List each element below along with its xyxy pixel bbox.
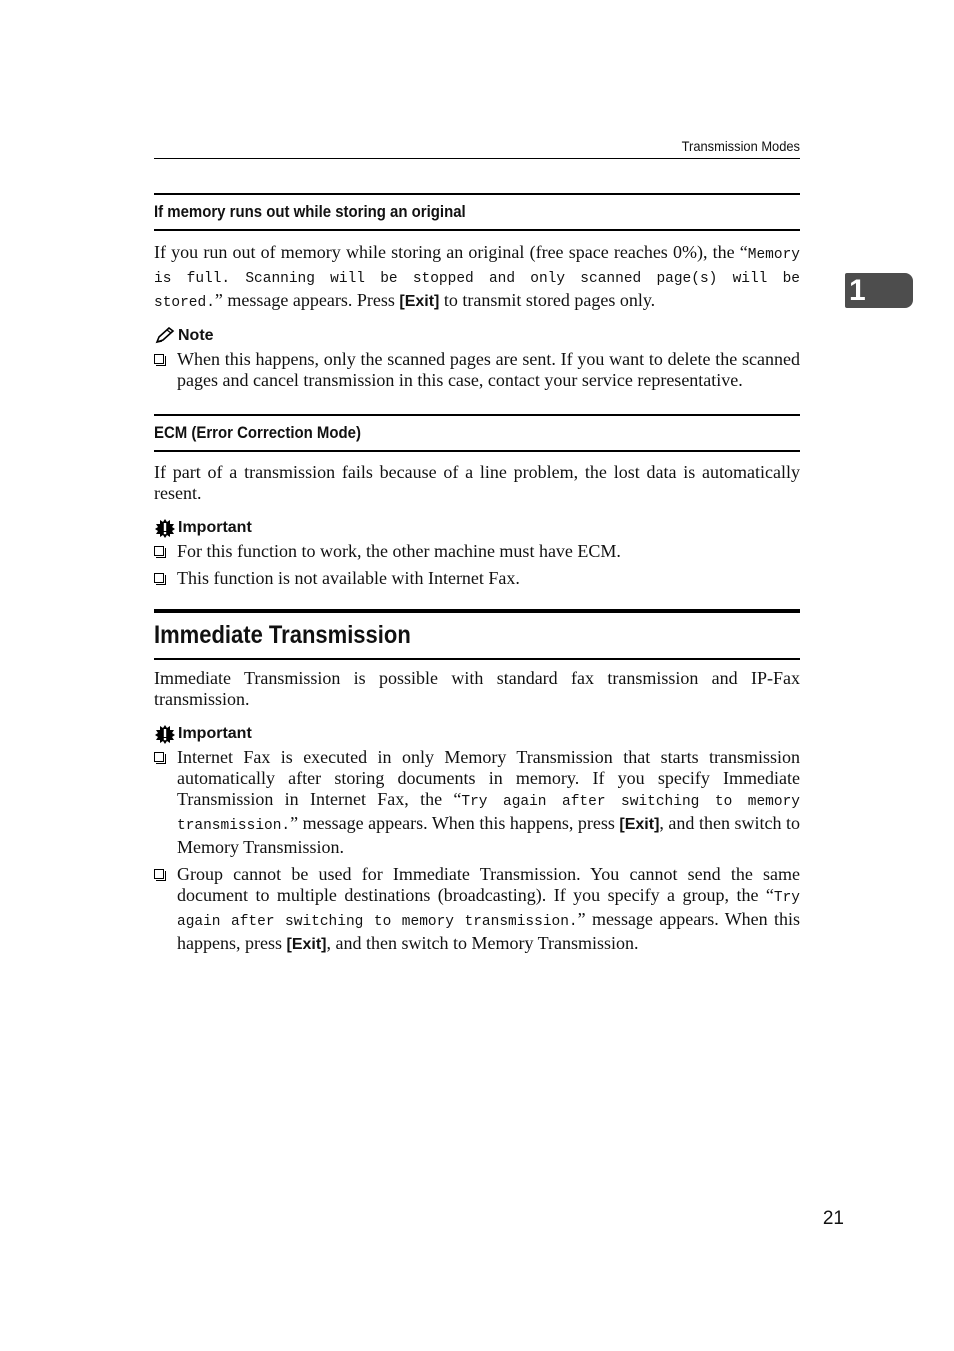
list-item: For this function to work, the other machine must have ECM. — [154, 541, 800, 562]
page-content — [154, 193, 800, 955]
list-item: Group cannot be used for Immediate Transmission. You cannot send the same document to multiple destinations (broadcasting). If you specify a group, the “Try again after switching to memory transmission.” message appears. When this happens, press [Exit], and then switch to Memory Transmission. — [154, 864, 800, 955]
list-item: When this happens, only the scanned pages are sent. If you want to delete the scanned pages and cancel transmission in this case, contact your service representative. — [154, 349, 800, 391]
list-item: Internet Fax is executed in only Memory Transmission that starts transmission automatically after storing documents in memory. If you specify Immediate Transmission in Internet Fax, the “Try again after switching to memory transmission.” message appears. When this happens, press [Exit], and then switch to Memory Transmission. — [154, 747, 800, 858]
important-icon — [154, 724, 176, 744]
ecm-heading-text: ECM (Error Correction Mode) — [154, 423, 361, 442]
checkbox-bullet-icon — [154, 546, 164, 556]
header-rule — [154, 158, 800, 159]
ecm-important-list — [154, 541, 800, 589]
checkbox-bullet-icon — [154, 573, 164, 583]
important-label: Important — [154, 518, 800, 538]
exit-key: [Exit] — [399, 293, 440, 310]
pencil-icon — [154, 327, 176, 345]
checkbox-bullet-icon — [154, 354, 164, 364]
chapter-tab: 1 — [845, 273, 913, 308]
note-label: Note — [154, 326, 800, 346]
checkbox-bullet-icon — [154, 869, 164, 879]
exit-key: [Exit] — [286, 936, 327, 953]
running-header: Transmission Modes — [681, 138, 800, 154]
memory-full-message: Memory is full. Scanning will be stopped and only scanned page(s) will be stored. — [154, 247, 800, 311]
ecm-section-heading — [154, 414, 800, 452]
list-item: This function is not available with Internet Fax. — [154, 568, 800, 589]
immediate-heading-text: Immediate Transmission — [154, 621, 411, 649]
page-number: 21 — [822, 1208, 844, 1229]
note-list — [154, 349, 800, 391]
memory-heading-text: If memory runs out while storing an original — [154, 202, 466, 221]
memory-paragraph: If you run out of memory while storing an original (free space reaches 0%), the “Memory is full. Scanning will be stopped and only scanned page(s) will be stored.” message appears. Press [Exit] to transmit stored pages only. — [154, 242, 800, 311]
immediate-paragraph: Immediate Transmission is possible with standard fax transmission and IP-Fax transmission. — [154, 668, 800, 709]
important-icon — [154, 518, 176, 538]
checkbox-bullet-icon — [154, 752, 164, 762]
important-label: Important — [154, 724, 800, 744]
ecm-paragraph: If part of a transmission fails because of a line problem, the lost data is automatically resent. — [154, 462, 800, 503]
try-again-message: Try again after switching to memory transmission. — [177, 890, 800, 930]
immediate-important-list — [154, 747, 800, 955]
memory-section-heading — [154, 193, 800, 231]
exit-key: [Exit] — [619, 816, 660, 833]
immediate-section-heading — [154, 609, 800, 660]
try-again-message: Try again after switching to memory transmission. — [177, 794, 800, 834]
